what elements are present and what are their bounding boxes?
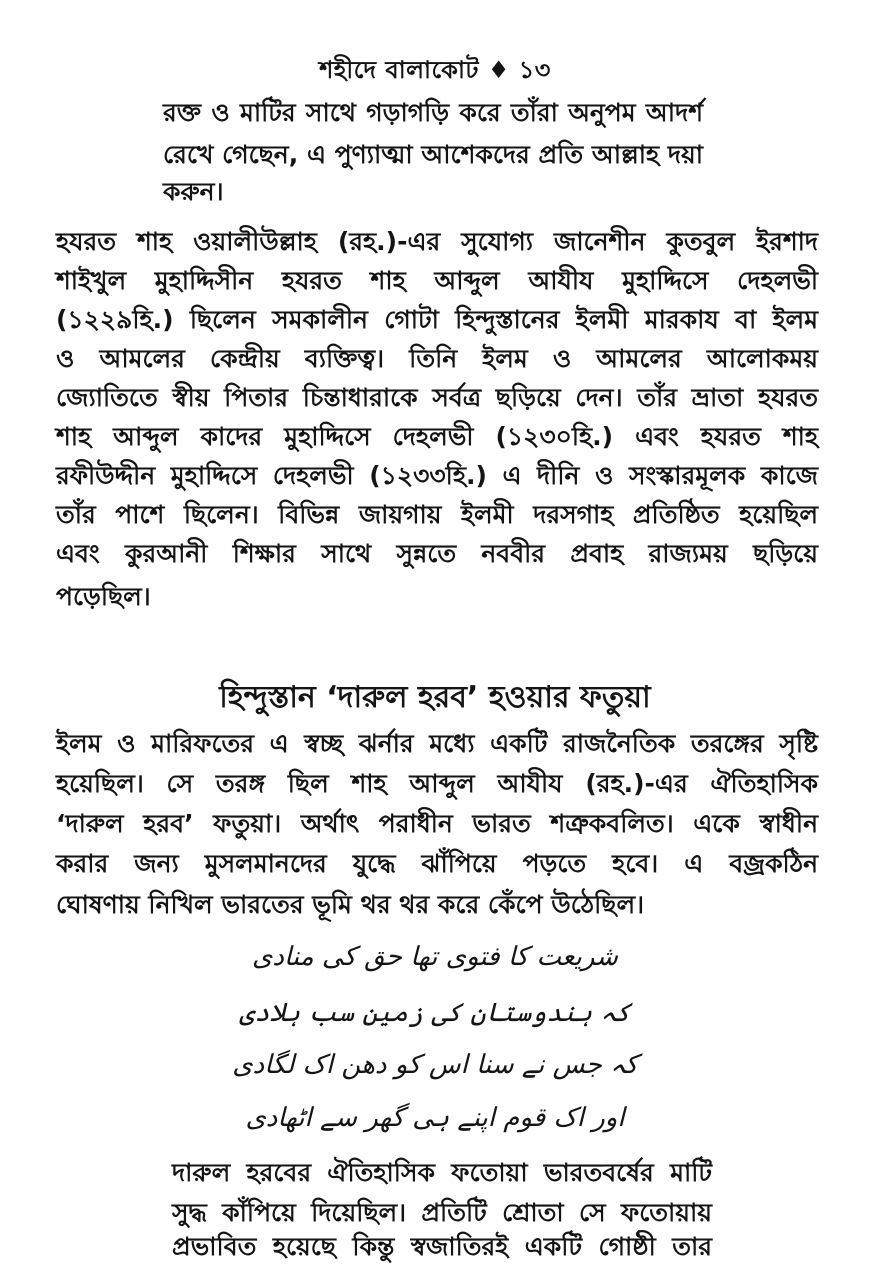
- section-heading: হিন্দুস্তান ‘দারুল হরব’ হওয়ার ফতুয়া: [219, 680, 651, 715]
- urdu-verse-line: اور اک قوم اپنے ہی گھر سے اٹھادی: [245, 1103, 625, 1133]
- paragraph-line: শাইখুল মুহাদ্দিসীন হযরত শাহ আব্দুল আযীয মুহাদ্দিসে দেহলভী: [56, 266, 818, 295]
- paragraph-line: ঘোষণায় নিখিল ভারতের ভূমি থর থর করে কেঁপে উঠেছিল।: [56, 890, 645, 919]
- paragraph-line: সুদ্ধ কাঁপিয়ে দিয়েছিল। প্রতিটি শ্রোতা সে ফতোয়ায়: [172, 1198, 712, 1227]
- paragraph-line: হয়েছিল। সে তরঙ্গ ছিল শাহ আব্দুল আযীয (রহ.)-এর ঐতিহাসিক: [56, 769, 818, 798]
- urdu-verse-line: شریعت کا فتوی تھا حق کی منادی: [252, 942, 618, 972]
- paragraph-line: ইলম ও মারিফতের এ স্বচ্ছ ঝর্নার মধ্যে একটি রাজনৈতিক তরঙ্গের সৃষ্টি: [56, 729, 818, 758]
- paragraph-line: প্রভাবিত হয়েছে কিন্তু স্বজাতিরই একটি গোষ্ঠী তার: [172, 1232, 712, 1261]
- paragraph-line: দারুল হরবের ঐতিহাসিক ফতোয়া ভারতবর্ষের মাটি: [172, 1158, 712, 1187]
- paragraph-line: পড়েছিল।: [56, 582, 151, 611]
- paragraph-line: এবং কুরআনী শিক্ষার সাথে সুন্নতে নববীর প্রবাহ রাজ্যময় ছড়িয়ে: [56, 539, 818, 568]
- paragraph-line: ও আমলের কেন্দ্রীয় ব্যক্তিত্ব। তিনি ইলম ও আমলের আলোকময়: [56, 344, 818, 373]
- paragraph-line: শাহ আব্দুল কাদের মুহাদ্দিসে দেহলভী (১২৩০হি.) এবং হযরত শাহ: [56, 422, 818, 451]
- paragraph-line: জ্যোতিতে স্বীয় পিতার চিন্তাধারাকে সর্বত্র ছড়িয়ে দেন। তাঁর ভ্রাতা হযরত: [56, 383, 818, 412]
- urdu-verse-line: کہ جس نے سنا اس کو دھن اک لگادی: [232, 1050, 638, 1080]
- quote-line: রক্ত ও মাটির সাথে গড়াগড়ি করে তাঁরা অনুপম আদর্শ: [163, 98, 703, 127]
- paragraph-line: রফীউদ্দীন মুহাদ্দিসে দেহলভী (১২৩৩হি.) এ দীনি ও সংস্কারমূলক কাজে: [56, 461, 818, 490]
- paragraph-line: হযরত শাহ ওয়ালীউল্লাহ (রহ.)-এর সুযোগ্য জানেশীন কুতবুল ইরশাদ: [56, 227, 818, 256]
- urdu-verse-line: کہ ہندوستان کی زمین سب ہلادی: [239, 998, 631, 1028]
- running-header: শহীদে বালাকোট ♦ ১৩: [319, 56, 551, 84]
- quote-line: করুন।: [163, 177, 224, 206]
- paragraph-line: করার জন্য মুসলমানদের যুদ্ধে ঝাঁপিয়ে পড়তে হবে। এ বজ্রকঠিন: [56, 849, 818, 878]
- paragraph-line: (১২২৯হি.) ছিলেন সমকালীন গোটা হিন্দুস্তানের ইলমী মারকায বা ইলম: [56, 305, 818, 334]
- paragraph-line: তাঁর পাশে ছিলেন। বিভিন্ন জায়গায় ইলমী দরসগাহ প্রতিষ্ঠিত হয়েছিল: [56, 500, 818, 529]
- quote-line: রেখে গেছেন, এ পুণ্যাত্মা আশেকদের প্রতি আল্লাহ দয়া: [163, 140, 703, 169]
- paragraph-line: ‘দারুল হরব’ ফতুয়া। অর্থাৎ পরাধীন ভারত শত্রুকবলিত। একে স্বাধীন: [56, 809, 818, 838]
